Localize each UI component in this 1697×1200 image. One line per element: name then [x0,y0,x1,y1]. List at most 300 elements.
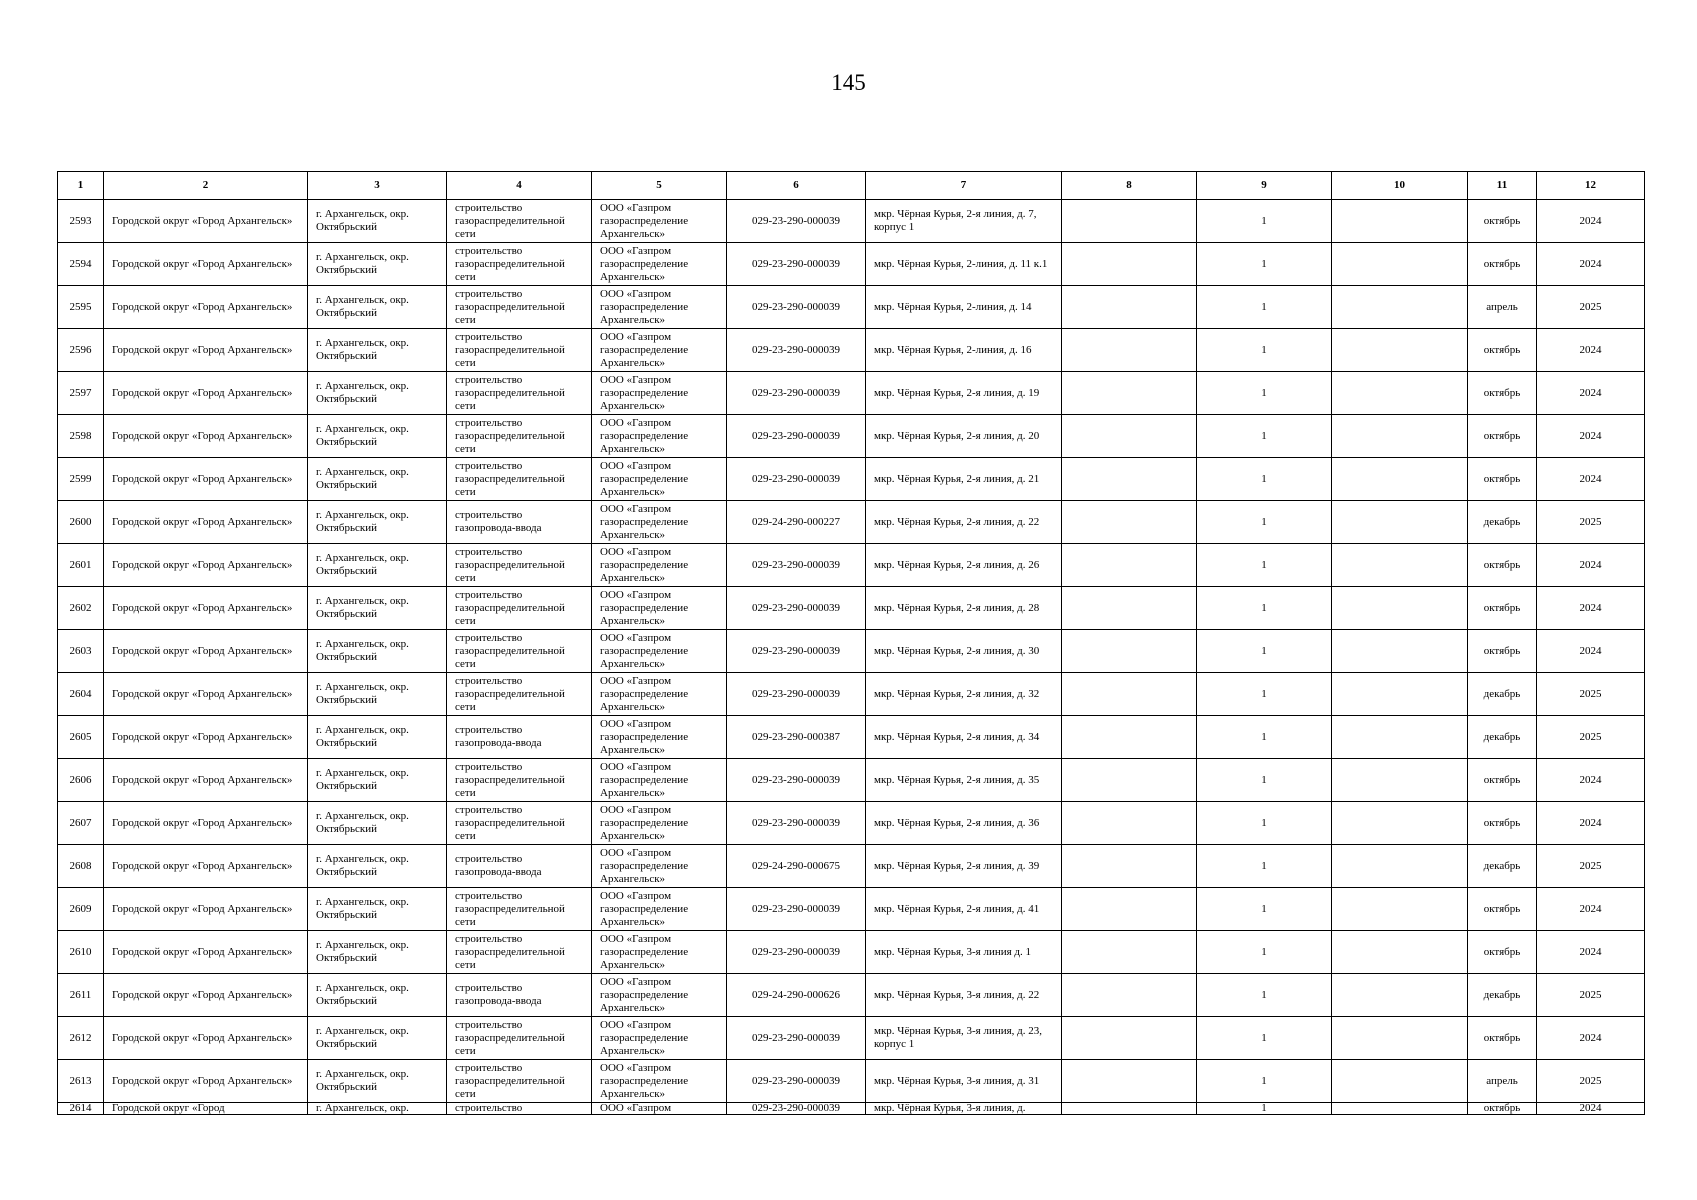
column-10-cell [1332,1060,1468,1103]
column-8-cell [1062,974,1197,1017]
work-type-cell: строительство газораспределительной сети [447,1017,592,1060]
column-10-cell [1332,544,1468,587]
locality-cell: г. Архангельск, окр. Октябрьский [308,372,447,415]
column-header: 2 [104,172,308,200]
month-cell: октябрь [1468,200,1537,243]
table-row [58,544,1645,587]
column-10-cell [1332,243,1468,286]
quantity-cell: 1 [1197,544,1332,587]
column-header: 6 [727,172,866,200]
municipality-cell: Городской округ «Город Архангельск» [104,501,308,544]
quantity-cell: 1 [1197,415,1332,458]
locality-cell: г. Архангельск, окр. Октябрьский [308,501,447,544]
locality-cell: г. Архангельск, окр. Октябрьский [308,329,447,372]
column-10-cell [1332,630,1468,673]
year-cell: 2024 [1537,243,1645,286]
row-number-cell: 2614 [58,1103,104,1115]
organization-cell: ООО «Газпром газораспределение Архангельск» [592,200,727,243]
program-code-cell: 029-24-290-000626 [727,974,866,1017]
municipality-cell: Городской округ «Город Архангельск» [104,415,308,458]
locality-cell: г. Архангельск, окр. Октябрьский [308,845,447,888]
program-code-cell: 029-23-290-000039 [727,931,866,974]
work-type-cell: строительство газораспределительной сети [447,888,592,931]
column-10-cell [1332,415,1468,458]
row-number-cell: 2598 [58,415,104,458]
organization-cell: ООО «Газпром газораспределение Архангельск» [592,802,727,845]
program-code-cell: 029-23-290-000039 [727,458,866,501]
quantity-cell: 1 [1197,630,1332,673]
locality-cell: г. Архангельск, окр. Октябрьский [308,200,447,243]
row-number-cell: 2593 [58,200,104,243]
table-row [58,888,1645,931]
work-type-cell: строительство газопровода-ввода [447,974,592,1017]
month-cell: октябрь [1468,630,1537,673]
year-cell: 2024 [1537,888,1645,931]
municipality-cell: Городской округ «Город Архангельск» [104,888,308,931]
program-code-cell: 029-23-290-000039 [727,372,866,415]
organization-cell: ООО «Газпром газораспределение Архангельск» [592,716,727,759]
year-cell: 2024 [1537,544,1645,587]
table-row [58,1017,1645,1060]
row-number-cell: 2594 [58,243,104,286]
column-8-cell [1062,372,1197,415]
column-8-cell [1062,673,1197,716]
address-cell: мкр. Чёрная Курья, 2-я линия, д. 39 [866,845,1062,888]
month-cell: декабрь [1468,501,1537,544]
municipality-cell: Городской округ «Город Архангельск» [104,802,308,845]
table-row [58,415,1645,458]
month-cell: октябрь [1468,931,1537,974]
row-number-cell: 2595 [58,286,104,329]
organization-cell: ООО «Газпром газораспределение Архангельск» [592,1017,727,1060]
address-cell: мкр. Чёрная Курья, 3-я линия д. 1 [866,931,1062,974]
year-cell: 2024 [1537,372,1645,415]
program-code-cell: 029-23-290-000039 [727,630,866,673]
municipality-cell: Городской округ «Город Архангельск» [104,1017,308,1060]
month-cell: октябрь [1468,802,1537,845]
month-cell: октябрь [1468,544,1537,587]
organization-cell: ООО «Газпром газораспределение Архангельск» [592,243,727,286]
row-number-cell: 2606 [58,759,104,802]
table-row [58,845,1645,888]
organization-cell: ООО «Газпром газораспределение Архангельск» [592,931,727,974]
municipality-cell: Городской округ «Город Архангельск» [104,587,308,630]
column-8-cell [1062,716,1197,759]
month-cell: апрель [1468,1060,1537,1103]
organization-cell: ООО «Газпром газораспределение Архангельск» [592,286,727,329]
work-type-cell: строительство газопровода-ввода [447,845,592,888]
work-type-cell: строительство газораспределительной сети [447,458,592,501]
organization-cell: ООО «Газпром газораспределение Архангельск» [592,501,727,544]
table-row [58,1103,1645,1115]
organization-cell: ООО «Газпром газораспределение Архангельск» [592,759,727,802]
municipality-cell: Городской округ «Город Архангельск» [104,931,308,974]
work-type-cell: строительство [447,1103,592,1115]
municipality-cell: Городской округ «Город Архангельск» [104,673,308,716]
locality-cell: г. Архангельск, окр. Октябрьский [308,243,447,286]
column-8-cell [1062,630,1197,673]
quantity-cell: 1 [1197,501,1332,544]
address-cell: мкр. Чёрная Курья, 2-я линия, д. 7, корпус 1 [866,200,1062,243]
municipality-cell: Городской округ «Город Архангельск» [104,372,308,415]
column-10-cell [1332,587,1468,630]
municipality-cell: Городской округ «Город Архангельск» [104,243,308,286]
work-type-cell: строительство газораспределительной сети [447,802,592,845]
quantity-cell: 1 [1197,329,1332,372]
address-cell: мкр. Чёрная Курья, 2-линия, д. 14 [866,286,1062,329]
work-type-cell: строительство газораспределительной сети [447,286,592,329]
month-cell: октябрь [1468,587,1537,630]
address-cell: мкр. Чёрная Курья, 3-я линия, д. 23, корпус 1 [866,1017,1062,1060]
column-10-cell [1332,974,1468,1017]
address-cell: мкр. Чёрная Курья, 3-я линия, д. [866,1103,1062,1115]
address-cell: мкр. Чёрная Курья, 2-я линия, д. 19 [866,372,1062,415]
quantity-cell: 1 [1197,200,1332,243]
header-row [58,172,1645,200]
column-10-cell [1332,845,1468,888]
row-number-cell: 2601 [58,544,104,587]
quantity-cell: 1 [1197,372,1332,415]
month-cell: апрель [1468,286,1537,329]
year-cell: 2024 [1537,1103,1645,1115]
address-cell: мкр. Чёрная Курья, 2-я линия, д. 21 [866,458,1062,501]
year-cell: 2024 [1537,630,1645,673]
municipality-cell: Городской округ «Город Архангельск» [104,759,308,802]
column-10-cell [1332,200,1468,243]
work-type-cell: строительство газораспределительной сети [447,329,592,372]
table-row [58,329,1645,372]
locality-cell: г. Архангельск, окр. Октябрьский [308,630,447,673]
column-header: 8 [1062,172,1197,200]
address-cell: мкр. Чёрная Курья, 2-линия, д. 11 к.1 [866,243,1062,286]
year-cell: 2024 [1537,587,1645,630]
column-8-cell [1062,329,1197,372]
month-cell: октябрь [1468,458,1537,501]
locality-cell: г. Архангельск, окр. [308,1103,447,1115]
column-8-cell [1062,888,1197,931]
address-cell: мкр. Чёрная Курья, 2-я линия, д. 28 [866,587,1062,630]
address-cell: мкр. Чёрная Курья, 2-я линия, д. 26 [866,544,1062,587]
quantity-cell: 1 [1197,587,1332,630]
column-header: 10 [1332,172,1468,200]
column-8-cell [1062,243,1197,286]
table-row [58,759,1645,802]
work-type-cell: строительство газораспределительной сети [447,544,592,587]
organization-cell: ООО «Газпром [592,1103,727,1115]
column-10-cell [1332,286,1468,329]
quantity-cell: 1 [1197,243,1332,286]
address-cell: мкр. Чёрная Курья, 2-я линия, д. 41 [866,888,1062,931]
month-cell: октябрь [1468,1103,1537,1115]
work-type-cell: строительство газораспределительной сети [447,587,592,630]
row-number-cell: 2604 [58,673,104,716]
table-row [58,587,1645,630]
table-row [58,286,1645,329]
year-cell: 2024 [1537,415,1645,458]
address-cell: мкр. Чёрная Курья, 2-линия, д. 16 [866,329,1062,372]
work-type-cell: строительство газораспределительной сети [447,673,592,716]
quantity-cell: 1 [1197,673,1332,716]
quantity-cell: 1 [1197,759,1332,802]
locality-cell: г. Архангельск, окр. Октябрьский [308,802,447,845]
column-10-cell [1332,888,1468,931]
quantity-cell: 1 [1197,1060,1332,1103]
work-type-cell: строительство газораспределительной сети [447,1060,592,1103]
row-number-cell: 2600 [58,501,104,544]
row-number-cell: 2612 [58,1017,104,1060]
row-number-cell: 2599 [58,458,104,501]
month-cell: октябрь [1468,888,1537,931]
municipality-cell: Городской округ «Город Архангельск» [104,630,308,673]
column-10-cell [1332,1103,1468,1115]
column-10-cell [1332,759,1468,802]
column-header: 3 [308,172,447,200]
column-10-cell [1332,673,1468,716]
column-8-cell [1062,845,1197,888]
month-cell: октябрь [1468,243,1537,286]
program-code-cell: 029-23-290-000039 [727,1017,866,1060]
column-10-cell [1332,458,1468,501]
municipality-cell: Городской округ «Город Архангельск» [104,1060,308,1103]
column-8-cell [1062,931,1197,974]
work-type-cell: строительство газопровода-ввода [447,501,592,544]
locality-cell: г. Архангельск, окр. Октябрьский [308,888,447,931]
program-code-cell: 029-23-290-000039 [727,286,866,329]
column-8-cell [1062,802,1197,845]
municipality-cell: Городской округ «Город Архангельск» [104,200,308,243]
program-code-cell: 029-23-290-000039 [727,802,866,845]
year-cell: 2025 [1537,501,1645,544]
table-row [58,673,1645,716]
locality-cell: г. Архангельск, окр. Октябрьский [308,1060,447,1103]
year-cell: 2024 [1537,802,1645,845]
program-code-cell: 029-23-290-000039 [727,587,866,630]
column-10-cell [1332,501,1468,544]
table-row [58,458,1645,501]
table-row [58,200,1645,243]
municipality-cell: Городской округ «Город Архангельск» [104,974,308,1017]
program-code-cell: 029-23-290-000039 [727,1103,866,1115]
program-code-cell: 029-24-290-000227 [727,501,866,544]
column-8-cell [1062,1103,1197,1115]
work-type-cell: строительство газораспределительной сети [447,630,592,673]
address-cell: мкр. Чёрная Курья, 2-я линия, д. 20 [866,415,1062,458]
table-row [58,716,1645,759]
column-8-cell [1062,1017,1197,1060]
municipality-cell: Городской округ «Город Архангельск» [104,544,308,587]
organization-cell: ООО «Газпром газораспределение Архангельск» [592,415,727,458]
quantity-cell: 1 [1197,1103,1332,1115]
program-code-cell: 029-23-290-000039 [727,415,866,458]
year-cell: 2025 [1537,1060,1645,1103]
quantity-cell: 1 [1197,845,1332,888]
column-8-cell [1062,286,1197,329]
organization-cell: ООО «Газпром газораспределение Архангельск» [592,888,727,931]
program-code-cell: 029-23-290-000039 [727,200,866,243]
address-cell: мкр. Чёрная Курья, 2-я линия, д. 30 [866,630,1062,673]
address-cell: мкр. Чёрная Курья, 3-я линия, д. 22 [866,974,1062,1017]
month-cell: октябрь [1468,372,1537,415]
column-8-cell [1062,415,1197,458]
work-type-cell: строительство газораспределительной сети [447,372,592,415]
row-number-cell: 2610 [58,931,104,974]
year-cell: 2024 [1537,759,1645,802]
year-cell: 2024 [1537,931,1645,974]
year-cell: 2025 [1537,845,1645,888]
locality-cell: г. Архангельск, окр. Октябрьский [308,931,447,974]
column-8-cell [1062,458,1197,501]
locality-cell: г. Архангельск, окр. Октябрьский [308,544,447,587]
month-cell: октябрь [1468,329,1537,372]
organization-cell: ООО «Газпром газораспределение Архангельск» [592,1060,727,1103]
program-code-cell: 029-23-290-000039 [727,888,866,931]
row-number-cell: 2605 [58,716,104,759]
quantity-cell: 1 [1197,286,1332,329]
column-8-cell [1062,759,1197,802]
table-row [58,931,1645,974]
locality-cell: г. Архангельск, окр. Октябрьский [308,759,447,802]
row-number-cell: 2609 [58,888,104,931]
address-cell: мкр. Чёрная Курья, 2-я линия, д. 36 [866,802,1062,845]
quantity-cell: 1 [1197,888,1332,931]
locality-cell: г. Архангельск, окр. Октябрьский [308,587,447,630]
column-10-cell [1332,1017,1468,1060]
municipality-cell: Городской округ «Город Архангельск» [104,286,308,329]
address-cell: мкр. Чёрная Курья, 2-я линия, д. 35 [866,759,1062,802]
page-number: 145 [831,70,866,95]
address-cell: мкр. Чёрная Курья, 2-я линия, д. 32 [866,673,1062,716]
program-code-cell: 029-23-290-000039 [727,544,866,587]
year-cell: 2024 [1537,1017,1645,1060]
address-cell: мкр. Чёрная Курья, 2-я линия, д. 34 [866,716,1062,759]
work-type-cell: строительство газораспределительной сети [447,759,592,802]
organization-cell: ООО «Газпром газораспределение Архангельск» [592,845,727,888]
month-cell: декабрь [1468,716,1537,759]
row-number-cell: 2596 [58,329,104,372]
table-row [58,630,1645,673]
month-cell: октябрь [1468,415,1537,458]
locality-cell: г. Архангельск, окр. Октябрьский [308,415,447,458]
work-type-cell: строительство газораспределительной сети [447,200,592,243]
locality-cell: г. Архангельск, окр. Октябрьский [308,286,447,329]
column-header: 11 [1468,172,1537,200]
column-8-cell [1062,587,1197,630]
column-10-cell [1332,716,1468,759]
program-code-cell: 029-23-290-000039 [727,759,866,802]
address-cell: мкр. Чёрная Курья, 2-я линия, д. 22 [866,501,1062,544]
year-cell: 2024 [1537,200,1645,243]
row-number-cell: 2597 [58,372,104,415]
table-row [58,372,1645,415]
table-row [58,1060,1645,1103]
column-header: 5 [592,172,727,200]
row-number-cell: 2611 [58,974,104,1017]
locality-cell: г. Архангельск, окр. Октябрьский [308,458,447,501]
work-type-cell: строительство газопровода-ввода [447,716,592,759]
program-code-cell: 029-23-290-000039 [727,1060,866,1103]
row-number-cell: 2613 [58,1060,104,1103]
program-code-cell: 029-23-290-000039 [727,673,866,716]
column-8-cell [1062,200,1197,243]
year-cell: 2025 [1537,974,1645,1017]
table-row [58,501,1645,544]
organization-cell: ООО «Газпром газораспределение Архангельск» [592,630,727,673]
month-cell: октябрь [1468,1017,1537,1060]
program-code-cell: 029-23-290-000039 [727,329,866,372]
organization-cell: ООО «Газпром газораспределение Архангельск» [592,544,727,587]
municipality-cell: Городской округ «Город Архангельск» [104,329,308,372]
column-8-cell [1062,1060,1197,1103]
municipality-cell: Городской округ «Город Архангельск» [104,716,308,759]
column-header: 7 [866,172,1062,200]
column-header: 4 [447,172,592,200]
organization-cell: ООО «Газпром газораспределение Архангельск» [592,974,727,1017]
organization-cell: ООО «Газпром газораспределение Архангельск» [592,329,727,372]
organization-cell: ООО «Газпром газораспределение Архангельск» [592,587,727,630]
registry-table [57,171,1645,1115]
column-8-cell [1062,501,1197,544]
year-cell: 2025 [1537,673,1645,716]
row-number-cell: 2602 [58,587,104,630]
column-header: 1 [58,172,104,200]
quantity-cell: 1 [1197,1017,1332,1060]
work-type-cell: строительство газораспределительной сети [447,931,592,974]
address-cell: мкр. Чёрная Курья, 3-я линия, д. 31 [866,1060,1062,1103]
year-cell: 2024 [1537,458,1645,501]
table-row [58,974,1645,1017]
locality-cell: г. Архангельск, окр. Октябрьский [308,716,447,759]
column-header: 12 [1537,172,1645,200]
year-cell: 2025 [1537,716,1645,759]
program-code-cell: 029-23-290-000039 [727,243,866,286]
locality-cell: г. Архангельск, окр. Октябрьский [308,1017,447,1060]
locality-cell: г. Архангельск, окр. Октябрьский [308,974,447,1017]
locality-cell: г. Архангельск, окр. Октябрьский [308,673,447,716]
month-cell: декабрь [1468,845,1537,888]
year-cell: 2025 [1537,286,1645,329]
quantity-cell: 1 [1197,931,1332,974]
program-code-cell: 029-24-290-000675 [727,845,866,888]
quantity-cell: 1 [1197,802,1332,845]
program-code-cell: 029-23-290-000387 [727,716,866,759]
organization-cell: ООО «Газпром газораспределение Архангельск» [592,673,727,716]
column-10-cell [1332,372,1468,415]
organization-cell: ООО «Газпром газораспределение Архангельск» [592,458,727,501]
municipality-cell: Городской округ «Город Архангельск» [104,458,308,501]
work-type-cell: строительство газораспределительной сети [447,243,592,286]
month-cell: декабрь [1468,673,1537,716]
row-number-cell: 2608 [58,845,104,888]
year-cell: 2024 [1537,329,1645,372]
table-body [58,200,1645,1115]
row-number-cell: 2607 [58,802,104,845]
row-number-cell: 2603 [58,630,104,673]
column-10-cell [1332,802,1468,845]
quantity-cell: 1 [1197,974,1332,1017]
month-cell: декабрь [1468,974,1537,1017]
column-8-cell [1062,544,1197,587]
work-type-cell: строительство газораспределительной сети [447,415,592,458]
quantity-cell: 1 [1197,716,1332,759]
month-cell: октябрь [1468,759,1537,802]
municipality-cell: Городской округ «Город Архангельск» [104,845,308,888]
column-10-cell [1332,329,1468,372]
table-row [58,802,1645,845]
column-header: 9 [1197,172,1332,200]
municipality-cell: Городской округ «Город [104,1103,308,1115]
table-row [58,243,1645,286]
column-10-cell [1332,931,1468,974]
